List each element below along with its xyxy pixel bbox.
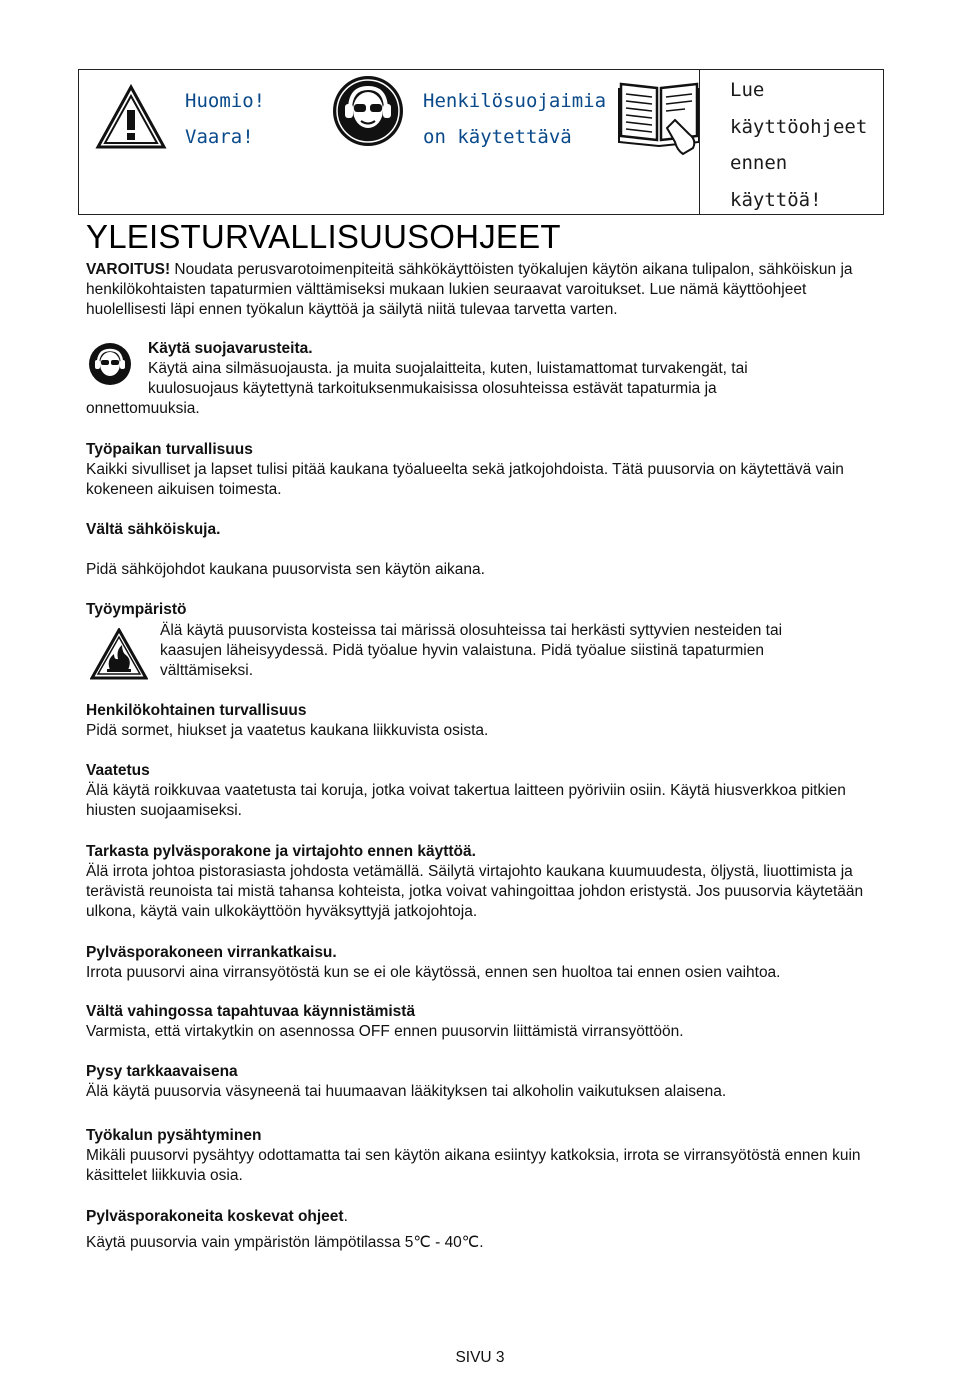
workplace-heading: Työpaikan turvallisuus [86, 441, 253, 458]
ppe-text-line1: ja muita suojalaitteita, kuten, luistamattomat turvakengät, tai [332, 360, 748, 377]
manual-text [730, 72, 867, 218]
alert-text: Älä käytä puusorvia väsyneenä tai huumaavan lääkityksen tai alkoholin vaikutuksen alaisena. [86, 1083, 727, 1100]
ppe-text-bold: Käytä aina silmäsuojausta. [148, 360, 333, 377]
personal-heading: Henkilökohtainen turvallisuus [86, 702, 307, 719]
section-workplace [86, 440, 876, 500]
header-left [79, 70, 699, 214]
ppe-text-line2: kuulosuojaus käytettynä tarkoituksenmukaisissa olosuhteissa estävät tapaturmia ja [148, 380, 717, 397]
environment-text [160, 621, 880, 681]
specific-text: Käytä puusorvia vain ympäristön lämpötilassa 5℃ - 40℃. [86, 1234, 484, 1251]
warning-triangle-icon [95, 84, 167, 150]
flammable-warning-icon [90, 628, 148, 680]
shock-text: Pidä sähköjohdot kaukana puusorvista sen käytön aikana. [86, 561, 485, 578]
ppe-text-line3-block [86, 399, 876, 419]
section-inspect [86, 842, 876, 922]
eye-protection-icon [88, 342, 132, 386]
specific-heading: Pylväsporakoneita koskevat ohjeet [86, 1208, 344, 1225]
environment-line1: Älä käytä puusorvista kosteissa tai märissä olosuhteissa tai herkästi syttyvien nesteiden tai [160, 622, 783, 639]
inspect-text: Älä irrota johtoa pistorasiasta johdosta vetämällä. Säilytä virtajohto kaukana kuumuudesta, öljystä, liuottimista ja terävistä reunoista tai mistä tahansa kohteista, jotka voivat vahingoittaa johdon eristystä. Jos puusorvia käytetään ulkona, käytä vain ulkokäyttöön hyväksyttyjä jatkojohtoja. [86, 863, 864, 920]
specific-heading-suffix: . [343, 1208, 348, 1225]
section-clothing [86, 761, 876, 821]
clothing-text: Älä käytä roikkuvaa vaatetusta tai koruja, jotka voivat takertua laitteen pyöriviin osiin. Käytä hiusverkkoa pitkien hiusten suojaamiseksi. [86, 782, 846, 819]
ppe-text-line3: onnettomuuksia. [86, 400, 200, 417]
section-accidental [86, 1002, 876, 1042]
manual-line-3: ennen [730, 152, 788, 174]
section-shock-text [86, 560, 876, 580]
stall-heading: Työkalun pysähtyminen [86, 1127, 262, 1144]
page-title: YLEISTURVALLISUUSOHJEET [86, 218, 561, 255]
header-table [78, 69, 884, 215]
section-disconnect [86, 943, 876, 983]
section-personal [86, 701, 876, 741]
manual-line-4: käyttöä! [730, 188, 822, 211]
alert-heading: Pysy tarkkaavaisena [86, 1063, 238, 1080]
intro-label: VAROITUS! [86, 261, 171, 278]
stall-text: Mikäli puusorvi pysähtyy odottamatta tai sen käytön aikana esiintyy katkoksia, irrota se virransyötöstä ennen kuin käsittelet liikkuvia osia. [86, 1147, 861, 1184]
ppe-line2: on käytettävä [423, 126, 572, 148]
intro-text: Noudata perusvarotoimenpiteitä sähkökäyttöisten työkalujen käytön aikana tulipalon, sähköiskun ja henkilökohtaisten tapaturmien välttämiseksi mukaan lukien seuraavat varoitukset. Lue nämä käyttöohjeet huolellisesti läpi ennen työkalun käyttöä ja säilytä niitä tulevaa tarvetta varten. [86, 261, 853, 318]
disconnect-heading: Pylväsporakoneen virrankatkaisu. [86, 944, 337, 961]
read-manual-icon [617, 76, 701, 156]
accidental-heading: Vältä vahingossa tapahtuvaa käynnistämistä [86, 1003, 416, 1020]
personal-text: Pidä sormet, hiukset ja vaatetus kaukana liikkuvista osista. [86, 722, 489, 739]
manual-line-2: käyttöohjeet [730, 115, 868, 138]
workplace-text: Kaikki sivulliset ja lapset tulisi pitää kaukana työalueelta sekä jatkojohdoista. Tätä puusorvia on käytettävä vain kokeneen aikuisen toimesta. [86, 461, 844, 498]
section-shock [86, 520, 876, 540]
shock-heading: Vältä sähköiskuja. [86, 521, 221, 538]
manual-line-1: Lue [730, 79, 765, 101]
environment-line3: välttämiseksi. [160, 662, 254, 679]
header-right [700, 70, 883, 214]
clothing-heading: Vaatetus [86, 762, 150, 779]
warning-line2: Vaara! [185, 126, 254, 148]
disconnect-text: Irrota puusorvi aina virransyötöstä kun se ei ole käytössä, ennen sen huoltoa tai ennen osien vaihtoa. [86, 964, 781, 981]
inspect-heading: Tarkasta pylväsporakone ja virtajohto ennen käyttöä. [86, 843, 476, 860]
section-alert [86, 1062, 876, 1102]
environment-heading: Työympäristö [86, 601, 187, 618]
intro-paragraph [86, 260, 876, 320]
ppe-heading-block [148, 339, 868, 399]
section-specific [86, 1207, 876, 1253]
ppe-line1: Henkilösuojaimia [423, 90, 607, 112]
environment-line2: kaasujen läheisyydessä. Pidä työalue hyvin valaistuna. Pidä työalue siistinä tapaturmien [160, 642, 764, 659]
page-number: SIVU 3 [455, 1349, 505, 1366]
section-stall [86, 1126, 876, 1186]
warning-line1: Huomio! [185, 90, 266, 112]
accidental-text: Varmista, että virtakytkin on asennossa OFF ennen puusorvin liittämistä virransyöttöön. [86, 1023, 684, 1040]
section-environment [86, 600, 876, 620]
ppe-heading: Käytä suojavarusteita. [148, 340, 313, 357]
ppe-mandatory-icon [331, 74, 405, 148]
